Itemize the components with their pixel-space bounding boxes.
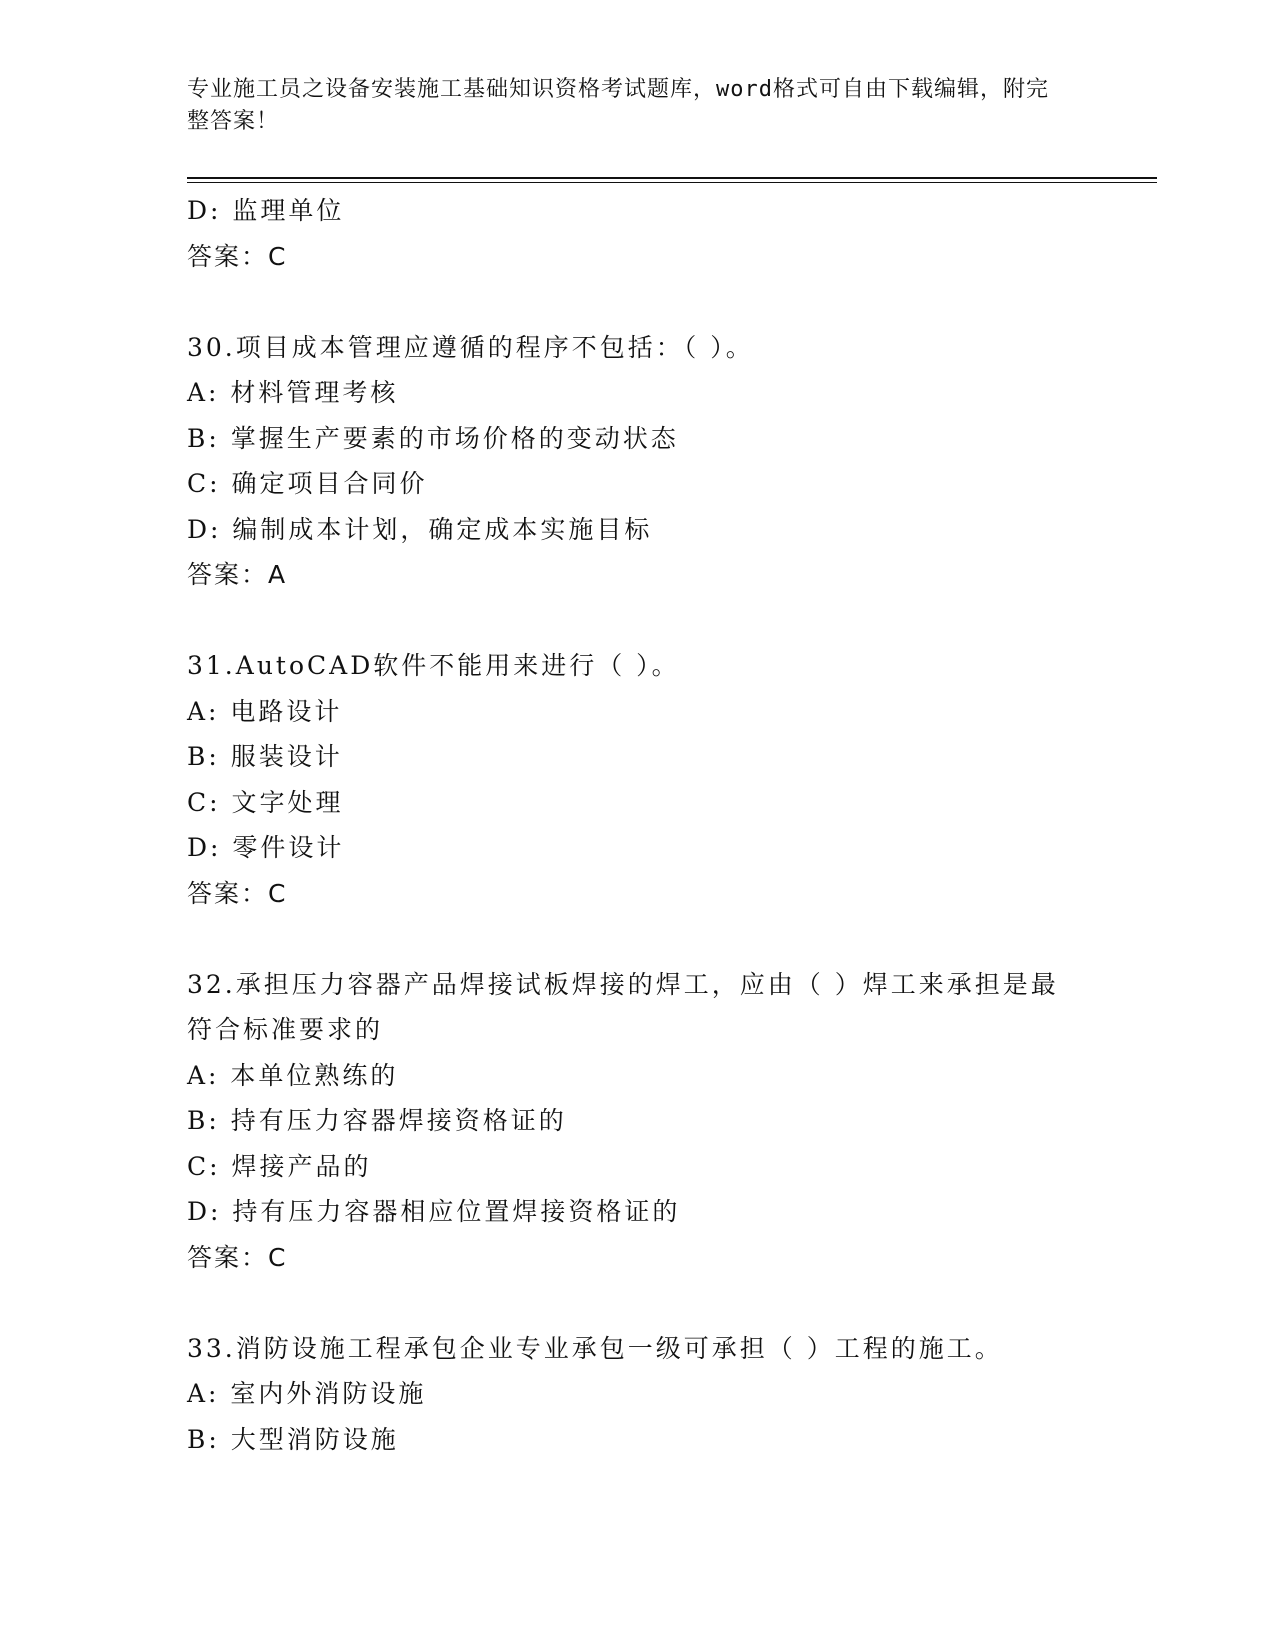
question-31 xyxy=(187,643,1087,916)
question-stem: 33.消防设施工程承包企业专业承包一级可承担（ ）工程的施工。 xyxy=(187,1333,1003,1363)
header-divider-thick xyxy=(187,177,1157,179)
answer-line: 答案：A xyxy=(187,560,288,589)
question-stem: 31.AutoCAD软件不能用来进行（ ）。 xyxy=(187,651,680,680)
header-text: 专业施工员之设备安装施工基础知识资格考试题库，word格式可自由下载编辑，附完整答案！ xyxy=(187,77,1049,134)
option-d: D: 零件设计 xyxy=(187,833,345,862)
option-a: A: 材料管理考核 xyxy=(187,378,399,407)
option-d: D: 监理单位 xyxy=(187,196,345,225)
option-b: B: 掌握生产要素的市场价格的变动状态 xyxy=(187,423,679,453)
question-stem: 32.承担压力容器产品焊接试板焊接的焊工，应由（ ）焊工来承担是最符合标准要求的 xyxy=(187,969,1059,1044)
answer-line: 答案：C xyxy=(187,878,288,908)
option-b: B: 大型消防设施 xyxy=(187,1424,399,1454)
option-a: A: 室内外消防设施 xyxy=(187,1379,427,1408)
question-list xyxy=(187,188,1087,1462)
option-a: A: 电路设计 xyxy=(187,696,343,726)
answer-line: 答案：C xyxy=(187,1242,288,1272)
question-33 xyxy=(187,1326,1087,1463)
option-b: B: 持有压力容器焊接资格证的 xyxy=(187,1106,567,1135)
spacer xyxy=(187,916,1087,962)
option-c: C: 焊接产品的 xyxy=(187,1151,372,1181)
option-c: C: 文字处理 xyxy=(187,787,344,817)
option-d: D: 持有压力容器相应位置焊接资格证的 xyxy=(187,1197,681,1226)
spacer xyxy=(187,598,1087,644)
spacer xyxy=(187,1280,1087,1326)
question-stem: 30.项目成本管理应遵循的程序不包括：（ ）。 xyxy=(187,332,754,362)
document-header xyxy=(187,74,1067,138)
question-30 xyxy=(187,325,1087,598)
option-c: C: 确定项目合同价 xyxy=(187,469,428,498)
option-a: A: 本单位熟练的 xyxy=(187,1060,399,1090)
option-d: D: 编制成本计划，确定成本实施目标 xyxy=(187,514,653,544)
answer-line: 答案：C xyxy=(187,241,288,271)
question-32 xyxy=(187,962,1087,1281)
spacer xyxy=(187,279,1087,325)
header-divider-thin xyxy=(187,182,1157,183)
option-b: B: 服装设计 xyxy=(187,742,343,771)
